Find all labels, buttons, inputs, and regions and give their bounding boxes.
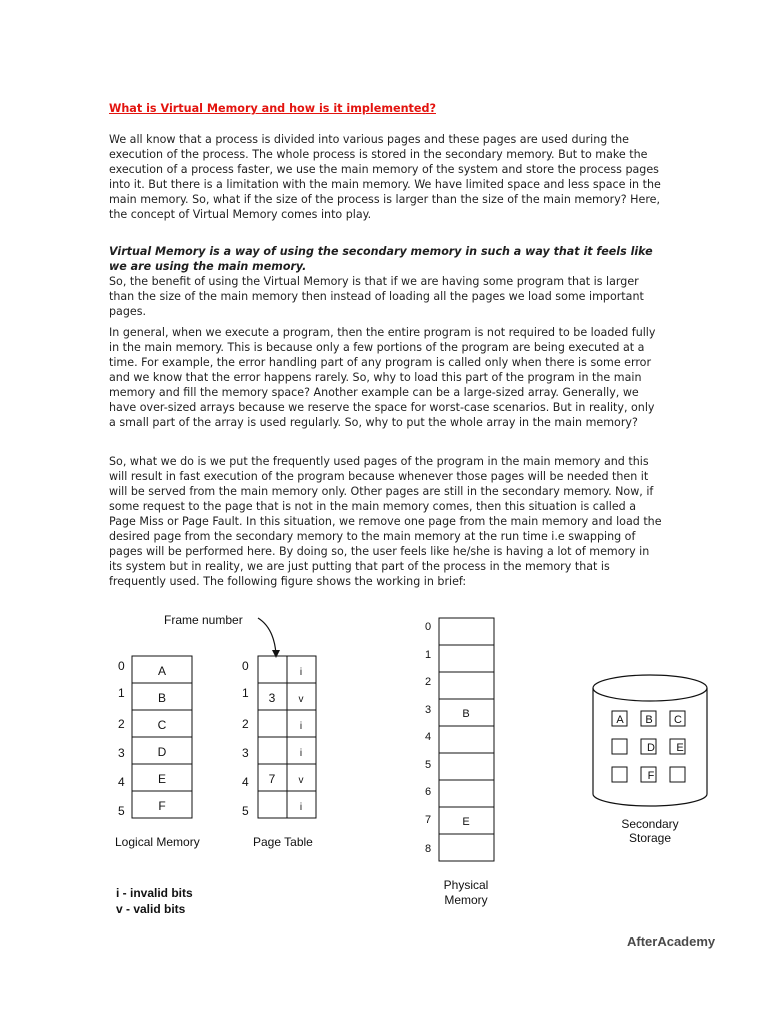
physical-index: 0 xyxy=(425,621,432,633)
brand-logo-text: AfterAcademy xyxy=(627,934,716,949)
page-table-index: 4 xyxy=(242,775,249,789)
paragraph-intro xyxy=(109,132,664,222)
paragraph-2: So, the benefit of using the Virtual Memory is that if we are having some program that is larger than the size of the main memory then instead of loading all the pages we load some important pages. xyxy=(109,275,644,318)
logical-index: 0 xyxy=(118,659,125,673)
page-table-bit: v xyxy=(298,694,304,705)
paragraph-1: We all know that a process is divided into various pages and these pages are used during the execution of the process. The whole process is stored in the secondary memory. But to make the execution of a process faster, we use the main memory of the system and store the process pages into it. But there is a limitation with the main memory. We have limited space and less space in the main memory. So, what if the size of the process is larger than the size of the main memory? Here, the concept of Virtual Memory comes into play. xyxy=(109,133,661,221)
secondary-storage xyxy=(593,675,707,845)
physical-memory-caption-line1: Physical xyxy=(443,878,489,892)
frame-number-arrow xyxy=(258,618,276,654)
storage-page: A xyxy=(616,714,624,726)
paragraph-4-block xyxy=(109,454,664,589)
physical-index: 7 xyxy=(425,814,432,826)
logical-page: B xyxy=(157,691,167,705)
page-table-index: 3 xyxy=(242,746,249,760)
storage-page: E xyxy=(676,742,684,754)
logical-index: 1 xyxy=(118,686,125,700)
page-table-index: 0 xyxy=(242,659,249,673)
page-table-frame: 3 xyxy=(268,691,276,705)
secondary-storage-caption-line1: Secondary xyxy=(621,817,679,831)
physical-index: 6 xyxy=(425,786,432,798)
page-table-index: 5 xyxy=(242,804,249,818)
page-table-bit: i xyxy=(299,748,303,759)
logical-page: E xyxy=(157,772,167,786)
page-table xyxy=(242,656,316,849)
page-table-frame: 7 xyxy=(268,772,276,786)
page-table-bit: i xyxy=(299,667,303,678)
frame-number-label: Frame number xyxy=(164,613,243,627)
definition-text: Virtual Memory is a way of using the secondary memory in such a way that it feels like we are using the main memory. xyxy=(109,245,653,273)
physical-memory-caption-line2: Memory xyxy=(444,893,488,907)
physical-memory xyxy=(425,618,494,907)
legend-invalid-bits: i - invalid bits xyxy=(116,886,193,900)
logical-page: D xyxy=(157,745,167,759)
page-table-bit: i xyxy=(299,721,303,732)
storage-page: B xyxy=(645,714,653,726)
paragraph-3-block xyxy=(109,325,664,430)
page-title: What is Virtual Memory and how is it implemented? xyxy=(109,102,436,115)
logical-memory xyxy=(115,656,200,849)
arrow-head-icon xyxy=(272,650,280,658)
legend-valid-bits: v - valid bits xyxy=(116,902,186,916)
page-table-index: 2 xyxy=(242,717,249,731)
physical-index: 1 xyxy=(425,649,432,661)
storage-page: D xyxy=(647,742,655,754)
logical-page: C xyxy=(157,718,167,732)
page-table-index: 1 xyxy=(242,686,249,700)
physical-index: 3 xyxy=(425,704,432,716)
logical-index: 3 xyxy=(118,746,125,760)
logical-index: 2 xyxy=(118,717,125,731)
physical-index: 5 xyxy=(425,759,432,771)
page-table-bit: i xyxy=(299,802,303,813)
logical-memory-caption: Logical Memory xyxy=(115,835,200,849)
storage-page: C xyxy=(674,714,682,726)
physical-index: 2 xyxy=(425,676,432,688)
physical-frame: B xyxy=(462,708,470,720)
paragraph-3: In general, when we execute a program, then the entire program is not required to be loaded fully in the main memory. This is because only a few portions of the program are being executed at a time. For example, the error handling part of any program is called only when there is some error and we know that the error happens rarely. So, why to load this part of the program in the main memory and fill the memory space? Another example can be a large-sized array. Generally, we have over-sized arrays because we reserve the space for worst-case scenarios. But in reality, only a small part of the array is used regularly. So, why to put the whole array in the main memory? xyxy=(109,326,656,429)
paragraph-definition-block xyxy=(109,244,664,319)
virtual-memory-figure xyxy=(0,600,768,930)
page-table-bit: v xyxy=(298,775,304,786)
logical-page: A xyxy=(157,664,167,678)
physical-frame: E xyxy=(462,816,470,828)
logical-index: 5 xyxy=(118,804,125,818)
secondary-storage-caption-line2: Storage xyxy=(628,831,672,845)
paragraph-4: So, what we do is we put the frequently used pages of the program in the main memory and this will result in fast execution of the program because whenever those pages will be needed then it will be served from the main memory only. Other pages are still in the secondary memory. Now, if some request to the page that is not in the main memory comes, then this situation is called a Page Miss or Page Fault. In this situation, we remove one page from the main memory and load the desired page from the secondary memory to the main memory at the run time i.e swapping of pages will be performed here. By doing so, the user feels like he/she is having a lot of memory in its system but in reality, we are just putting that part of the process in the memory that is frequently used. The following figure shows the working in brief: xyxy=(109,455,662,588)
storage-page: F xyxy=(647,770,655,782)
page-table-caption: Page Table xyxy=(253,835,313,849)
physical-index: 8 xyxy=(425,843,432,855)
physical-index: 4 xyxy=(425,731,432,743)
logical-page: F xyxy=(158,799,166,813)
logical-index: 4 xyxy=(118,775,125,789)
